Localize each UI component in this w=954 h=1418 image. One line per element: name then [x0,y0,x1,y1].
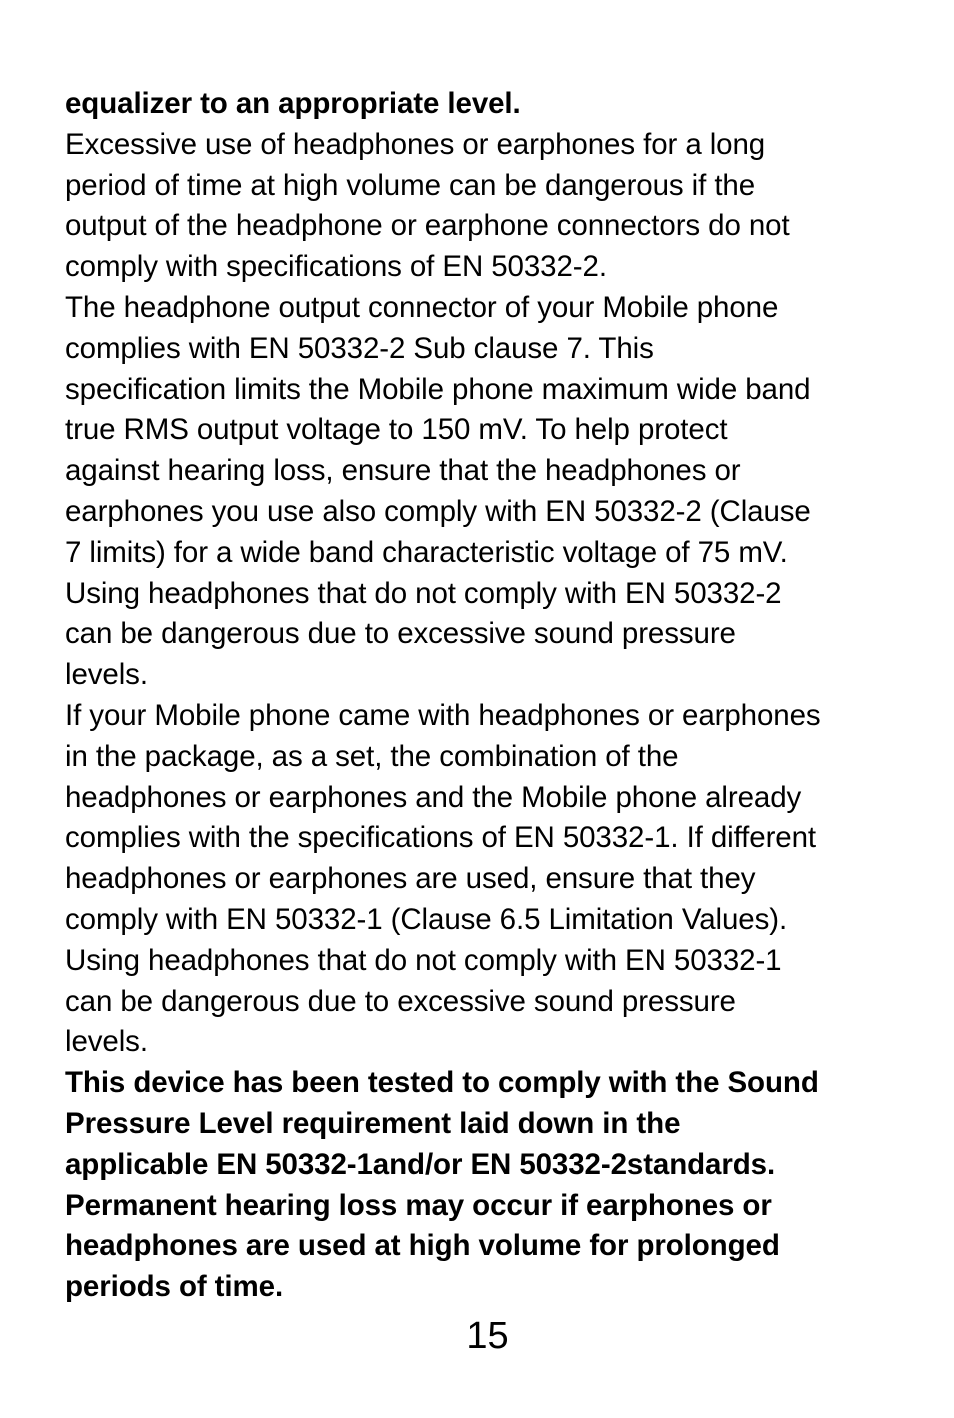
page-number: 15 [466,1315,509,1357]
warning-paragraph [65,1063,905,1308]
text-line: can be dangerous due to excessive sound pressure [65,984,736,1018]
text-line: comply with specifications of EN 50332-2. [65,250,607,284]
text-line: headphones or earphones and the Mobile phone already [65,780,802,814]
text-line: against hearing loss, ensure that the headphones or [65,454,741,488]
paragraph-output-connector [65,288,905,696]
warning-line: periods of time. [65,1270,284,1304]
document-body [65,84,905,1308]
paragraph-package-headphones [65,696,905,1063]
warning-line: applicable EN 50332-1and/or EN 50332-2standards. [65,1147,776,1181]
paragraph-headphone-excessive-use [65,125,905,288]
text-line: specification limits the Mobile phone maximum wide band [65,372,811,406]
text-line: complies with EN 50332-2 Sub clause 7. This [65,331,654,365]
text-line: comply with EN 50332-1 (Clause 6.5 Limitation Values). [65,902,788,936]
warning-line: Pressure Level requirement laid down in the [65,1106,681,1140]
text-line: levels. [65,1025,148,1059]
text-line: If your Mobile phone came with headphones or earphones [65,698,821,732]
text-line: Using headphones that do not comply with EN 50332-1 [65,943,782,977]
text-line: in the package, as a set, the combination of the [65,739,679,773]
text-line: headphones or earphones are used, ensure that they [65,862,756,896]
text-line: The headphone output connector of your Mobile phone [65,290,779,324]
text-line: 7 limits) for a wide band characteristic voltage of 75 mV. [65,535,788,569]
text-line: earphones you use also comply with EN 50332-2 (Clause [65,494,811,528]
text-line: period of time at high volume can be dangerous if the [65,168,756,202]
text-line: complies with the specifications of EN 50332-1. If different [65,821,817,855]
intro-bold-line: equalizer to an appropriate level. [65,87,521,120]
text-line: Using headphones that do not comply with EN 50332-2 [65,576,782,610]
warning-line: Permanent hearing loss may occur if earphones or [65,1188,772,1222]
text-line: output of the headphone or earphone connectors do not [65,209,790,243]
text-line: can be dangerous due to excessive sound pressure [65,617,736,651]
text-line: Excessive use of headphones or earphones for a long [65,127,766,161]
text-line: levels. [65,658,148,692]
warning-line: This device has been tested to comply with the Sound [65,1066,819,1100]
text-line: true RMS output voltage to 150 mV. To help protect [65,413,728,447]
warning-line: headphones are used at high volume for prolonged [65,1229,780,1263]
